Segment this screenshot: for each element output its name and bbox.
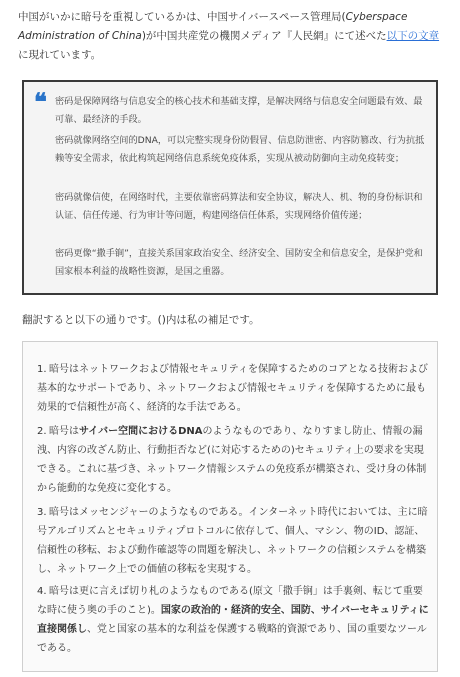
list-item-emphasis: サイバー空間におけるDNA <box>79 426 203 437</box>
agency-english-name: Cyberspace Administration of China <box>18 11 408 42</box>
list-item-number: 4. <box>37 586 47 597</box>
list-item <box>37 360 429 417</box>
list-item-number: 3. <box>37 507 47 518</box>
quote-paragraph-3: 密码就像信使，在网络时代，主要依靠密码算法和安全协议，解决人、机、物的身份标识和认证、信任传递、行为审计等问题，构建网络信任体系，实现网络价值传递； <box>55 192 423 221</box>
intro-text-2: )が中国共産党の機関メディア『人民網』にて述べた <box>141 30 387 42</box>
list-item-text: 暗号は更に言えば切り札のようなものである(原文「撒手锏」は手裏剣、転じて重要な時に使う奥の手のこと)。 <box>37 586 423 616</box>
intro-text-3: に現れています。 <box>18 49 102 61</box>
translation-note: 翻訳すると以下の通りです。()内は私の補足です。 <box>22 314 260 326</box>
list-item-text: 暗号はネットワークおよび情報セキュリティを保障するためのコアとなる技術および基本的なサポートであり、ネットワークおよび情報セキュリティを保障するために最も効果的で信頼性が高く、経済的な手法である。 <box>37 364 428 413</box>
quote-paragraph-2: 密码就像网络空间的DNA，可以完整实现身份防假冒、信息防泄密、内容防篡改、行为抗抵赖等安全需求，依此构筑起网络信息系统免疫体系，实现从被动防御向主动免疫转变； <box>55 135 425 164</box>
list-item-text: 、党と国家の基本的な利益を保護する戦略的資源であり、国の重要なツールである。 <box>37 624 427 654</box>
list-item-text: 暗号はメッセンジャーのようなものである。インターネット時代においては、主に暗号アルゴリズムとセキュリティプロトコルに依存して、個人、マシン、物のID、認証、信頼性の移転、および動作確認等の問題を解決し、ネットワークの信頼システムを構築し、ネットワーク上での価値の移転を実現する。 <box>37 507 428 575</box>
list-item-text: 暗号は <box>49 426 79 437</box>
translation-list <box>22 341 438 672</box>
intro-text-1: 中国がいかに暗号を重視しているかは、中国サイバースペース管理局( <box>18 11 346 23</box>
quote-paragraph-4: 密码更像“撒手锏”，直接关系国家政治安全、经济安全、国防安全和信息安全，是保护党和国家根本利益的战略性资源，是国之重器。 <box>55 248 423 277</box>
quote-paragraph-1: 密码是保障网络与信息安全的核心技术和基础支撑，是解决网络与信息安全问题最有效、最可靠、最经济的手段。 <box>55 96 423 125</box>
intro-paragraph <box>18 8 444 65</box>
list-item <box>37 582 429 658</box>
quote-icon: ❝ <box>34 87 47 116</box>
list-item-text: のようなものであり、なりすまし防止、情報の漏洩、内容の改ざん防止、行動拒否など(に対応するための)セキュリティ上の要求を実現できる。これに基づき、ネットワーク情報システムの免疫系が構築され、受け身の体制から能動的な免疫に変化する。 <box>37 426 427 494</box>
source-article-link[interactable]: 以下の文章 <box>386 30 440 42</box>
list-item <box>37 503 429 579</box>
list-item <box>37 422 429 498</box>
list-item-emphasis: 国家の政治的・経済的安全、国防、サイバーセキュリティに直接関係し <box>37 605 429 635</box>
blockquote <box>22 80 438 295</box>
list-item-number: 2. <box>37 426 47 437</box>
list-item-number: 1. <box>37 364 47 375</box>
